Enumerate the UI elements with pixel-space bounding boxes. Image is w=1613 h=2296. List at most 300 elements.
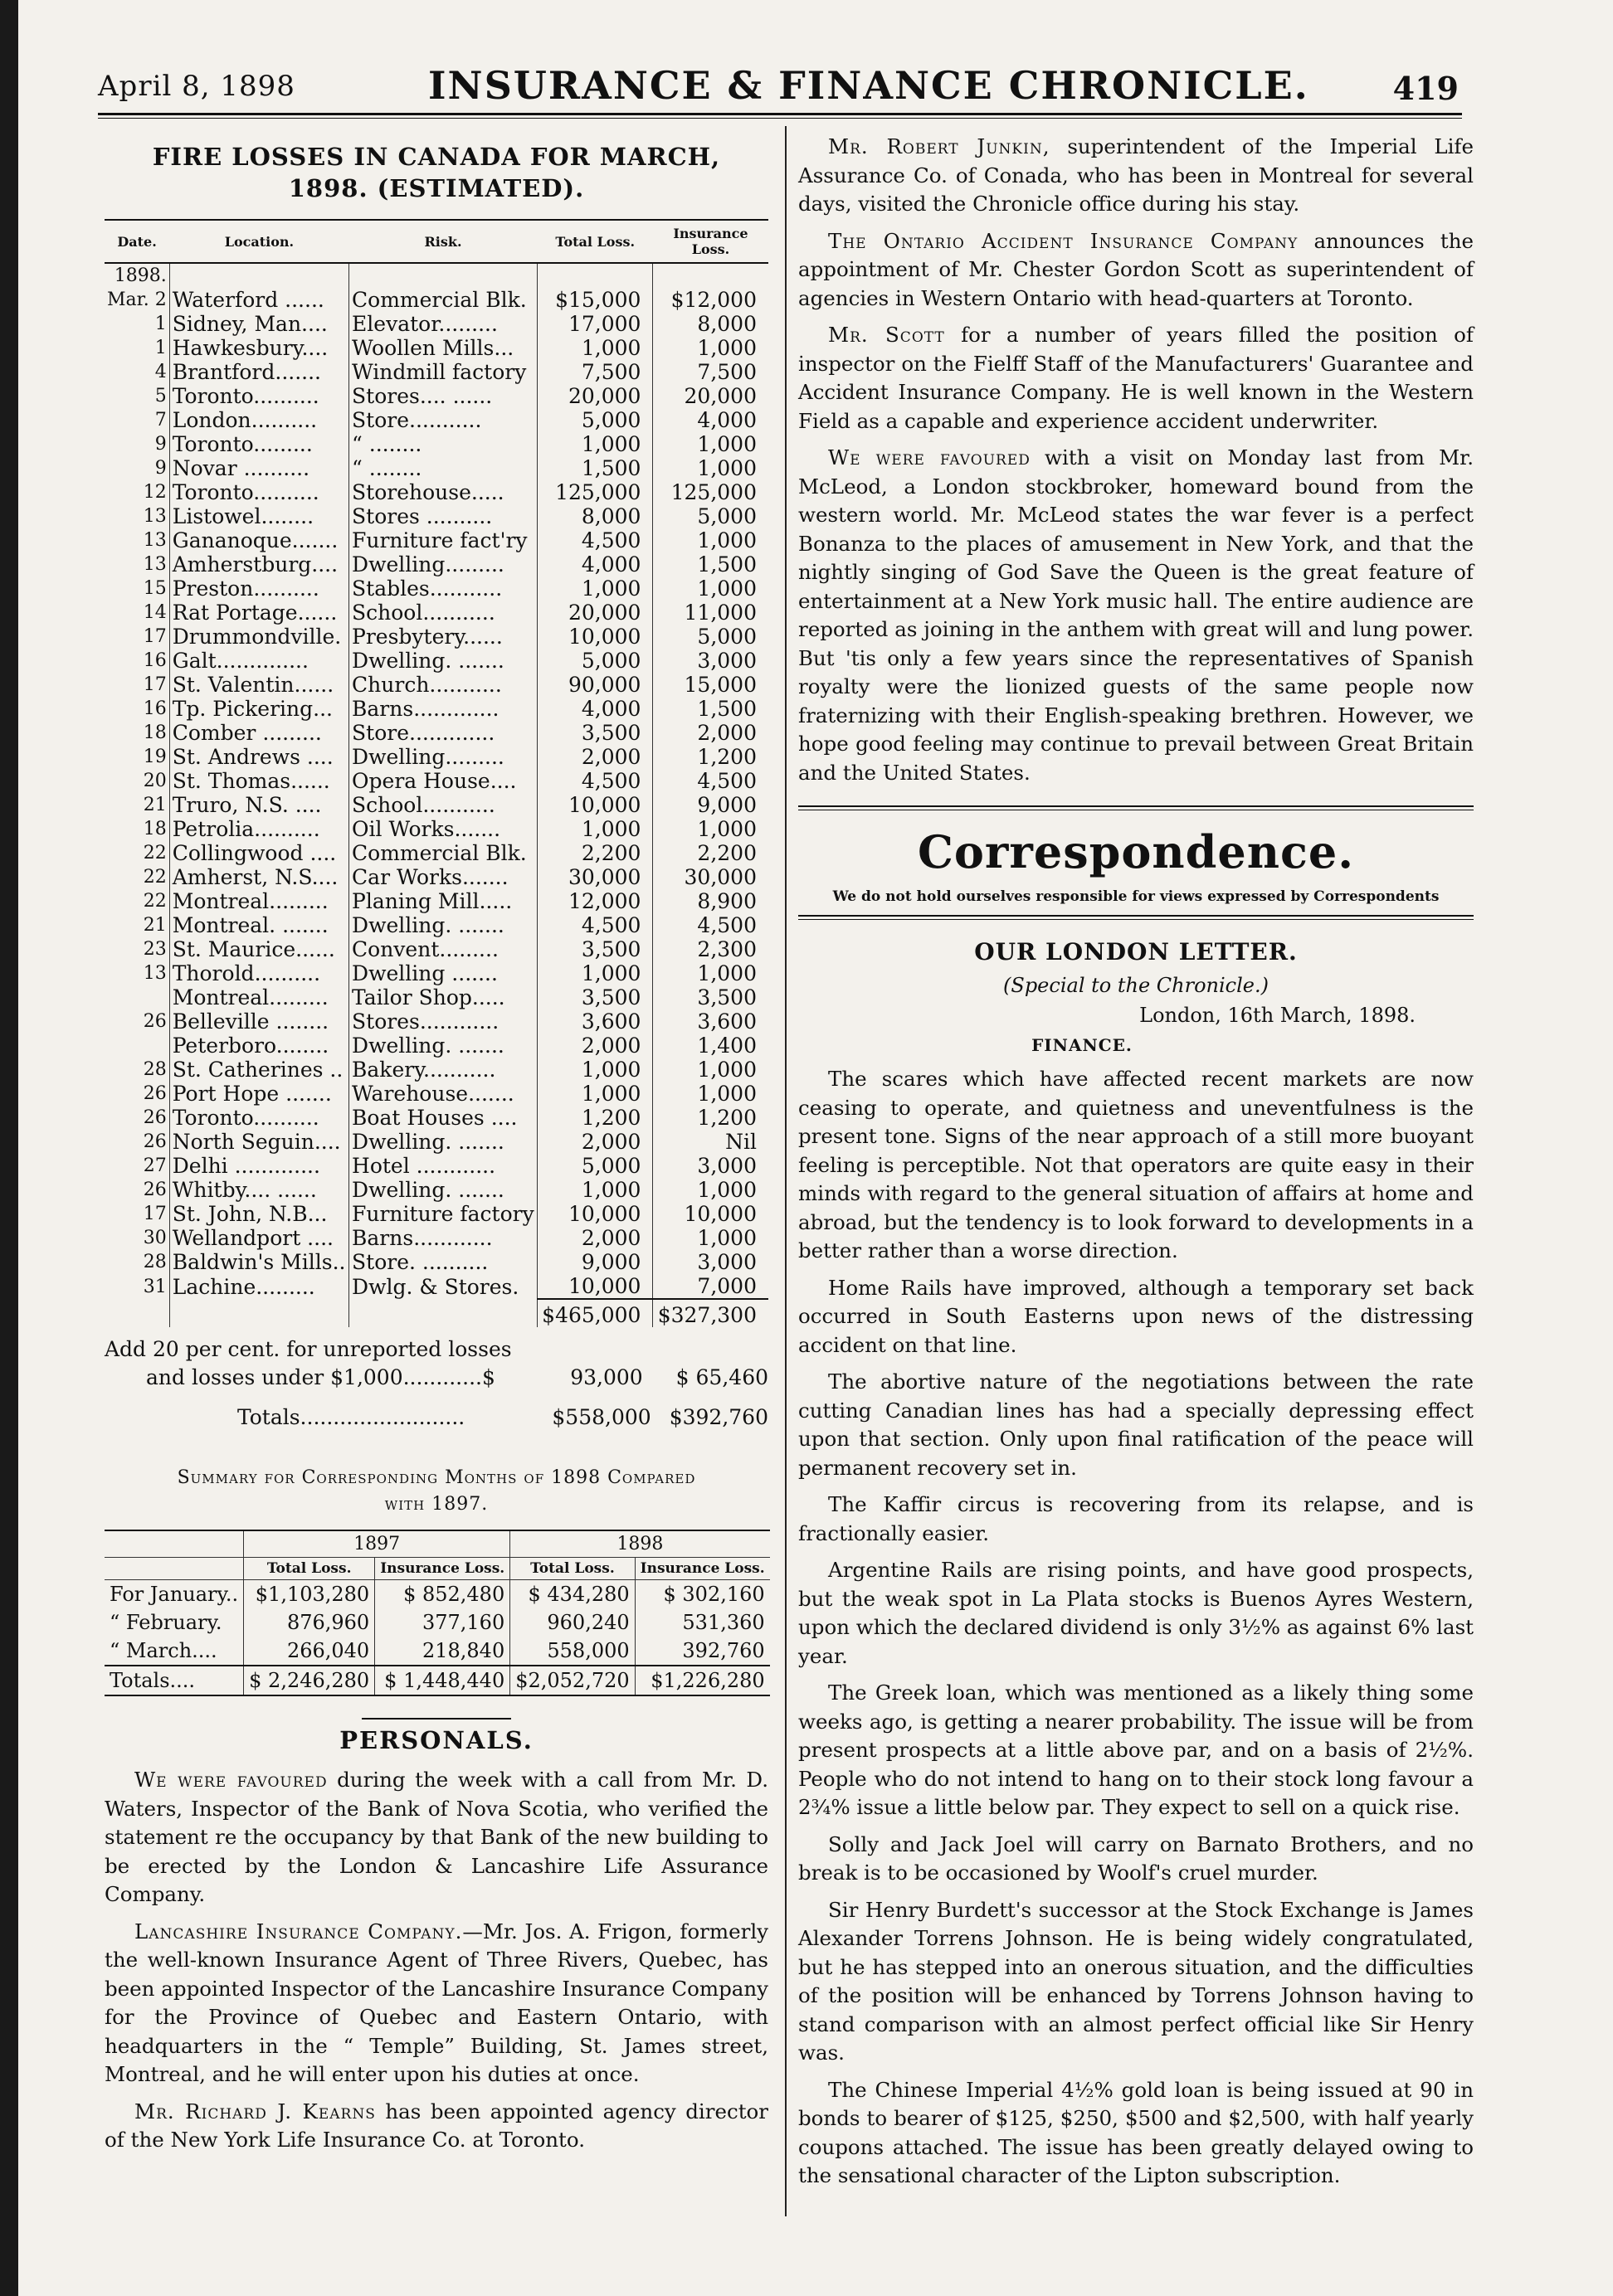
loss-total: 10,000 bbox=[537, 793, 653, 817]
loss-date: Mar. 2 bbox=[107, 289, 167, 310]
loss-date: 30 bbox=[143, 1228, 167, 1248]
loss-total: 1,000 bbox=[537, 336, 653, 360]
paragraph-text: superintendent of the Imperial Life Assurance Co. of Conada, who has been in Montreal for several days, visited the Chronicle office during his stay. bbox=[798, 134, 1474, 216]
loss-total: 1,000 bbox=[537, 1082, 653, 1106]
summary-ins-1898: $1,226,280 bbox=[635, 1666, 770, 1695]
loss-date: 1 bbox=[154, 338, 167, 358]
loss-total: 2,000 bbox=[537, 1130, 653, 1154]
col-risk: Risk. bbox=[349, 220, 538, 263]
loss-date: 26 bbox=[143, 1107, 167, 1128]
page-number: 419 bbox=[1392, 70, 1459, 107]
loss-risk: Windmill factory bbox=[349, 360, 538, 384]
loss-location: St. Maurice...... bbox=[169, 937, 348, 961]
lead-in: Mr. Robert Junkin, bbox=[828, 134, 1050, 158]
summary-label: “ March.... bbox=[110, 1639, 217, 1662]
loss-location: Toronto.......... bbox=[169, 480, 348, 504]
col-date: Date. bbox=[105, 220, 169, 263]
loss-location: Truro, N.S. .... bbox=[169, 793, 348, 817]
correspondence-title: Correspondence. bbox=[917, 825, 1355, 878]
loss-row bbox=[105, 841, 768, 865]
loss-total: 17,000 bbox=[537, 312, 653, 336]
loss-insurance: 4,500 bbox=[653, 913, 768, 937]
loss-date: 21 bbox=[143, 795, 167, 815]
loss-insurance: 1,000 bbox=[653, 1058, 768, 1082]
loss-location: Galt.............. bbox=[169, 649, 348, 673]
loss-date: 1 bbox=[154, 314, 167, 334]
loss-row bbox=[105, 1034, 768, 1058]
loss-total: 125,000 bbox=[537, 480, 653, 504]
loss-location: Preston.......... bbox=[169, 576, 348, 601]
correspondence-note: We do not hold ourselves responsible for views expressed by Correspondents bbox=[832, 888, 1440, 905]
loss-total: 1,000 bbox=[537, 1058, 653, 1082]
loss-row bbox=[105, 937, 768, 961]
summary-ins-1897: 377,160 bbox=[375, 1608, 510, 1637]
loss-total: 90,000 bbox=[537, 673, 653, 697]
paragraph-text: has been appointed agency director of the New York Life Insurance Co. at Toronto. bbox=[105, 2099, 769, 2152]
loss-row bbox=[105, 1250, 768, 1274]
loss-insurance: 10,000 bbox=[653, 1202, 768, 1226]
loss-row bbox=[105, 1082, 768, 1106]
personal-paragraph bbox=[105, 2098, 768, 2155]
loss-location: Lachine......... bbox=[169, 1274, 348, 1299]
loss-date: 13 bbox=[143, 963, 167, 984]
loss-location: Brantford....... bbox=[169, 360, 348, 384]
loss-row bbox=[105, 1274, 768, 1299]
loss-total: 12,000 bbox=[537, 889, 653, 913]
loss-total: 7,500 bbox=[537, 360, 653, 384]
loss-row bbox=[105, 312, 768, 336]
col-location: Location. bbox=[169, 220, 348, 263]
loss-risk: Commercial Blk. bbox=[349, 288, 538, 312]
loss-insurance: 7,500 bbox=[653, 360, 768, 384]
loss-row bbox=[105, 1226, 768, 1250]
loss-total: 1,500 bbox=[537, 456, 653, 480]
fire-losses-title-line1: FIRE LOSSES IN CANADA FOR MARCH, bbox=[152, 143, 721, 171]
loss-location: Amherst, N.S.... bbox=[169, 865, 348, 889]
sum-col-total-1897: Total Loss. bbox=[244, 1558, 375, 1580]
loss-location: Baldwin's Mills.. bbox=[169, 1250, 348, 1274]
loss-row bbox=[105, 985, 768, 1009]
loss-location: St. Andrews .... bbox=[169, 745, 348, 769]
fire-losses-title-line2: 1898. (ESTIMATED). bbox=[288, 174, 585, 202]
loss-date: 28 bbox=[143, 1252, 167, 1272]
loss-location: Sidney, Man.... bbox=[169, 312, 348, 336]
loss-insurance: 15,000 bbox=[653, 673, 768, 697]
sum-insurance-loss: $327,300 bbox=[653, 1299, 768, 1327]
loss-date bbox=[105, 985, 169, 1009]
loss-risk: Stores.... ...... bbox=[349, 384, 538, 408]
right-column bbox=[798, 133, 1474, 2199]
loss-location: Toronto.......... bbox=[169, 1106, 348, 1130]
loss-location: Gananoque....... bbox=[169, 528, 348, 552]
loss-row bbox=[105, 817, 768, 841]
loss-insurance: 4,000 bbox=[653, 408, 768, 432]
loss-row bbox=[105, 769, 768, 793]
sum-col-ins-1898: Insurance Loss. bbox=[635, 1558, 770, 1580]
loss-risk: Dwelling......... bbox=[349, 745, 538, 769]
loss-date: 27 bbox=[143, 1155, 167, 1176]
loss-date: 17 bbox=[143, 626, 167, 647]
loss-risk: Tailor Shop..... bbox=[349, 985, 538, 1009]
loss-row bbox=[105, 793, 768, 817]
summary-ins-1897: $ 852,480 bbox=[375, 1580, 510, 1609]
loss-row bbox=[105, 1106, 768, 1130]
letter-title: OUR LONDON LETTER. bbox=[974, 938, 1298, 966]
add-line2: and losses under $1,000............$ bbox=[146, 1365, 495, 1389]
year-row bbox=[105, 263, 768, 288]
loss-date: 31 bbox=[143, 1276, 167, 1297]
loss-date: 26 bbox=[143, 1131, 167, 1152]
loss-row bbox=[105, 432, 768, 456]
loss-total: 2,000 bbox=[537, 1226, 653, 1250]
loss-total: 4,500 bbox=[537, 913, 653, 937]
loss-date: 7 bbox=[154, 410, 167, 430]
summary-total-1897: 266,040 bbox=[244, 1637, 375, 1666]
summary-title bbox=[105, 1465, 768, 1518]
loss-date: 26 bbox=[143, 1083, 167, 1104]
loss-row bbox=[105, 601, 768, 625]
loss-date: 26 bbox=[143, 1180, 167, 1200]
loss-date: 18 bbox=[143, 722, 167, 743]
loss-date: 13 bbox=[143, 506, 167, 527]
loss-total: 30,000 bbox=[537, 865, 653, 889]
year-1898: 1898 bbox=[510, 1530, 770, 1558]
loss-location: Petrolia.......... bbox=[169, 817, 348, 841]
loss-insurance: 1,000 bbox=[653, 336, 768, 360]
loss-date: 19 bbox=[143, 747, 167, 767]
loss-insurance: $12,000 bbox=[653, 288, 768, 312]
loss-row bbox=[105, 336, 768, 360]
loss-risk: “ ........ bbox=[349, 456, 538, 480]
loss-total: 10,000 bbox=[537, 1274, 653, 1299]
loss-total: 4,000 bbox=[537, 552, 653, 576]
loss-row bbox=[105, 1178, 768, 1202]
lead-in: We were favoured bbox=[828, 445, 1031, 469]
col-total-loss: Total Loss. bbox=[537, 220, 653, 263]
loss-date: 9 bbox=[154, 434, 167, 455]
summary-total-1898: $ 434,280 bbox=[510, 1580, 635, 1609]
loss-risk: Stores .......... bbox=[349, 504, 538, 528]
loss-risk: Woollen Mills... bbox=[349, 336, 538, 360]
letter-paragraph: The Kaffir circus is recovering from its relapse, and is fractionally easier. bbox=[798, 1492, 1474, 1545]
fire-losses-header-row bbox=[105, 220, 768, 263]
loss-insurance: 1,000 bbox=[653, 817, 768, 841]
loss-insurance: 3,000 bbox=[653, 649, 768, 673]
loss-risk: Oil Works....... bbox=[349, 817, 538, 841]
loss-insurance: 5,000 bbox=[653, 625, 768, 649]
paragraph-text: —Mr. Jos. A. Frigon, formerly the well-known Insurance Agent of Three Rivers, Quebec, has been appointed Inspector of the Lancashire Insurance Company for the Province of Quebec and Eastern Ontario, with headquarters in the “ Temple” Building, St. James street, Montreal, and he will enter upon his duties at once. bbox=[105, 1919, 769, 2086]
loss-total: 3,600 bbox=[537, 1009, 653, 1034]
loss-date: 22 bbox=[143, 843, 167, 863]
paragraph-text: with a visit on Monday last from Mr. McLeod, a London stockbroker, homeward bound from the western world. Mr. McLeod states the war fever is a perfect Bonanza to the places of amusement in New York, and that the nightly singing of God Save the Queen is the great feature of entertainment at a New York music hall. The entire audience are reported as joining in the anthem with great will and lung power. But 'tis only a few years since the representatives of Spanish royalty were the lionized guests of the same people now fraternizing with their English-speaking brethren. However, we hope good feeling may continue to prevail between Great Britain and the United States. bbox=[798, 445, 1474, 785]
letter-paragraph: The Chinese Imperial 4½% gold loan is being issued at 90 in bonds to bearer of $125, $250, $500 and $2,500, with half yearly coupons attached. The issue has been greatly delayed owing to the sensational character of the Lipton subscription. bbox=[798, 2077, 1474, 2187]
grand-total-loss: $558,000 bbox=[552, 1405, 651, 1429]
loss-row bbox=[105, 649, 768, 673]
summary-body bbox=[105, 1580, 770, 1666]
loss-total: 1,000 bbox=[537, 817, 653, 841]
loss-total: 20,000 bbox=[537, 384, 653, 408]
loss-insurance: 125,000 bbox=[653, 480, 768, 504]
section-double-rule bbox=[798, 805, 1474, 810]
loss-insurance: 3,000 bbox=[653, 1154, 768, 1178]
loss-risk: “ ........ bbox=[349, 432, 538, 456]
loss-row bbox=[105, 673, 768, 697]
loss-insurance: 8,000 bbox=[653, 312, 768, 336]
sum-total-loss: $465,000 bbox=[537, 1299, 653, 1327]
lead-in: We were favoured bbox=[134, 1768, 328, 1792]
loss-insurance: 3,000 bbox=[653, 1250, 768, 1274]
paragraph-text: for a number of years filled the position of inspector on the Fielff Staff of the Manufacturers' Guarantee and Accident Insurance Company. He is well known in the Western Field as a capable and experience accident underwriter. bbox=[798, 323, 1474, 433]
loss-row bbox=[105, 360, 768, 384]
loss-date: 21 bbox=[143, 915, 167, 936]
loss-insurance: 3,500 bbox=[653, 985, 768, 1009]
lead-in: Mr. Richard J. Kearns bbox=[134, 2099, 376, 2123]
summary-title-line1: Summary for Corresponding Months of 1898 Compared bbox=[177, 1467, 696, 1488]
letter-date: London, 16th March, 1898. bbox=[1139, 1004, 1416, 1027]
loss-risk: School........... bbox=[349, 601, 538, 625]
loss-row bbox=[105, 1154, 768, 1178]
summary-ins-1898: 531,360 bbox=[635, 1608, 770, 1637]
loss-total: 1,000 bbox=[537, 1178, 653, 1202]
loss-insurance: 1,500 bbox=[653, 552, 768, 576]
loss-date: 12 bbox=[143, 482, 167, 503]
loss-location: Waterford ...... bbox=[169, 288, 348, 312]
loss-total: 2,000 bbox=[537, 1034, 653, 1058]
loss-total: 9,000 bbox=[537, 1250, 653, 1274]
loss-risk: Dwelling. ....... bbox=[349, 1178, 538, 1202]
letter-section: FINANCE. bbox=[1031, 1035, 1133, 1055]
loss-location: Comber ......... bbox=[169, 721, 348, 745]
loss-insurance: 1,400 bbox=[653, 1034, 768, 1058]
loss-date: 20 bbox=[143, 771, 167, 791]
loss-row bbox=[105, 528, 768, 552]
loss-date: 22 bbox=[143, 867, 167, 888]
loss-risk: Commercial Blk. bbox=[349, 841, 538, 865]
loss-risk: Warehouse....... bbox=[349, 1082, 538, 1106]
loss-date: 26 bbox=[143, 1011, 167, 1032]
loss-insurance: 1,000 bbox=[653, 576, 768, 601]
grand-insurance-loss: $392,760 bbox=[669, 1405, 768, 1429]
loss-total: 10,000 bbox=[537, 625, 653, 649]
loss-location: London.......... bbox=[169, 408, 348, 432]
loss-insurance: 7,000 bbox=[653, 1274, 768, 1299]
loss-location: Drummondville. bbox=[169, 625, 348, 649]
loss-row bbox=[105, 408, 768, 432]
loss-risk: Opera House.... bbox=[349, 769, 538, 793]
add-line1: Add 20 per cent. for unreported losses bbox=[105, 1337, 512, 1361]
loss-row bbox=[105, 913, 768, 937]
loss-location: St. Thomas...... bbox=[169, 769, 348, 793]
summary-title-line2: with 1897. bbox=[384, 1494, 489, 1515]
summary-total-1898: $2,052,720 bbox=[510, 1666, 635, 1695]
grand-totals-row bbox=[105, 1403, 768, 1432]
loss-row bbox=[105, 288, 768, 312]
loss-location: Belleville ........ bbox=[169, 1009, 348, 1034]
summary-ins-1898: 392,760 bbox=[635, 1637, 770, 1666]
loss-insurance: 2,000 bbox=[653, 721, 768, 745]
header-rule bbox=[98, 113, 1462, 115]
loss-row bbox=[105, 552, 768, 576]
loss-total: 5,000 bbox=[537, 1154, 653, 1178]
loss-total: 1,000 bbox=[537, 432, 653, 456]
loss-risk: Dwlg. & Stores. bbox=[349, 1274, 538, 1299]
section-rule bbox=[362, 1718, 511, 1720]
loss-risk: Planing Mill..... bbox=[349, 889, 538, 913]
fire-losses-table bbox=[105, 219, 768, 1327]
loss-location: Toronto......... bbox=[169, 432, 348, 456]
sum-col-ins-1897: Insurance Loss. bbox=[375, 1558, 510, 1580]
item-paragraph bbox=[798, 133, 1474, 219]
loss-insurance: 1,500 bbox=[653, 697, 768, 721]
loss-location: Thorold.......... bbox=[169, 961, 348, 985]
loss-insurance: 9,000 bbox=[653, 793, 768, 817]
year-1897: 1897 bbox=[244, 1530, 510, 1558]
loss-date: 17 bbox=[143, 1204, 167, 1224]
letter-paragraph: The Greek loan, which was mentioned as a likely thing some weeks ago, is getting a nearer probability. The issue will be from present prospects at a little above par, and on a basis of 2½%. People who do not intend to hang on to their stock long favour a 2¾% issue a little below par. They expect to sell on a quick rise. bbox=[798, 1681, 1474, 1819]
loss-insurance: 20,000 bbox=[653, 384, 768, 408]
summary-total-1898: 558,000 bbox=[510, 1637, 635, 1666]
add-line2-row bbox=[105, 1364, 768, 1392]
letter-paragraph: The scares which have affected recent markets are now ceasing to operate, and quietness and uneventfulness is the present tone. Signs of the near approach of a still more buoyant feeling is perceptible. Not that operators are quite easy in their minds with regard to the general situation of affairs at home and abroad, but the tendency is to look forward to developments in a better rather than a worse direction. bbox=[798, 1067, 1474, 1262]
loss-insurance: 30,000 bbox=[653, 865, 768, 889]
section-double-rule bbox=[798, 915, 1474, 920]
loss-risk: Church........... bbox=[349, 673, 538, 697]
personals-title: PERSONALS. bbox=[339, 1726, 534, 1754]
adjustment-lines bbox=[105, 1335, 768, 1432]
loss-risk: Stores............ bbox=[349, 1009, 538, 1034]
loss-date: 9 bbox=[154, 458, 167, 479]
loss-location: Port Hope ....... bbox=[169, 1082, 348, 1106]
loss-row bbox=[105, 504, 768, 528]
col-insurance-loss: Insurance Loss. bbox=[653, 220, 768, 263]
loss-total: 1,000 bbox=[537, 961, 653, 985]
loss-location: Hawkesbury.... bbox=[169, 336, 348, 360]
loss-location: Delhi ............. bbox=[169, 1154, 348, 1178]
loss-total: 20,000 bbox=[537, 601, 653, 625]
loss-total: 4,000 bbox=[537, 697, 653, 721]
loss-location: Listowel........ bbox=[169, 504, 348, 528]
loss-total: 2,200 bbox=[537, 841, 653, 865]
loss-date bbox=[105, 1034, 169, 1058]
loss-risk: Dwelling. ....... bbox=[349, 1130, 538, 1154]
loss-location: Montreal......... bbox=[169, 985, 348, 1009]
loss-insurance: 8,900 bbox=[653, 889, 768, 913]
loss-insurance: 1,000 bbox=[653, 456, 768, 480]
column-rule bbox=[785, 126, 787, 2216]
loss-risk: Elevator......... bbox=[349, 312, 538, 336]
year-label: 1898. bbox=[114, 265, 167, 286]
running-head bbox=[98, 63, 1459, 113]
loss-location: Toronto.......... bbox=[169, 384, 348, 408]
loss-row bbox=[105, 961, 768, 985]
loss-risk: Convent......... bbox=[349, 937, 538, 961]
lead-in: Lancashire Insurance Company. bbox=[134, 1919, 463, 1943]
add-insurance-loss: $ 65,460 bbox=[675, 1365, 768, 1389]
lead-in: The Ontario Accident Insurance Company bbox=[828, 228, 1299, 253]
loss-date: 16 bbox=[143, 698, 167, 719]
loss-date: 16 bbox=[143, 650, 167, 671]
loss-risk: School........... bbox=[349, 793, 538, 817]
loss-location: Wellandport .... bbox=[169, 1226, 348, 1250]
loss-location: St. Valentin...... bbox=[169, 673, 348, 697]
loss-location: Montreal......... bbox=[169, 889, 348, 913]
loss-total: 5,000 bbox=[537, 408, 653, 432]
loss-risk: Boat Houses .... bbox=[349, 1106, 538, 1130]
loss-total: $15,000 bbox=[537, 288, 653, 312]
summary-row bbox=[105, 1608, 770, 1637]
issue-date: April 8, 1898 bbox=[98, 70, 295, 103]
summary-totals-label: Totals.... bbox=[105, 1666, 244, 1695]
loss-insurance: 1,000 bbox=[653, 1178, 768, 1202]
loss-row bbox=[105, 625, 768, 649]
loss-row bbox=[105, 697, 768, 721]
loss-risk: Bakery........... bbox=[349, 1058, 538, 1082]
loss-risk: Dwelling. ....... bbox=[349, 1034, 538, 1058]
loss-total: 1,200 bbox=[537, 1106, 653, 1130]
loss-date: 23 bbox=[143, 939, 167, 960]
add-total-loss: 93,000 bbox=[570, 1365, 643, 1389]
publication-title: INSURANCE & FINANCE CHRONICLE. bbox=[428, 63, 1309, 108]
loss-date: 18 bbox=[143, 819, 167, 839]
summary-cols-row bbox=[105, 1558, 770, 1580]
loss-date: 17 bbox=[143, 674, 167, 695]
totals-label: Totals......................... bbox=[237, 1405, 465, 1429]
loss-row bbox=[105, 889, 768, 913]
loss-risk: Storehouse..... bbox=[349, 480, 538, 504]
loss-risk: Car Works....... bbox=[349, 865, 538, 889]
loss-location: Amherstburg.... bbox=[169, 552, 348, 576]
letter-paragraph: Home Rails have improved, although a temporary set back occurred in South Easterns upon news of the distressing accident on that line. bbox=[798, 1275, 1474, 1357]
loss-location: Novar .......... bbox=[169, 456, 348, 480]
loss-row bbox=[105, 1009, 768, 1034]
loss-insurance: 1,200 bbox=[653, 745, 768, 769]
loss-row bbox=[105, 456, 768, 480]
loss-location: St. John, N.B... bbox=[169, 1202, 348, 1226]
loss-location: Rat Portage...... bbox=[169, 601, 348, 625]
summary-table bbox=[105, 1530, 770, 1696]
loss-total: 4,500 bbox=[537, 528, 653, 552]
loss-insurance: 5,000 bbox=[653, 504, 768, 528]
summary-row bbox=[105, 1580, 770, 1609]
loss-risk: Furniture fact'ry bbox=[349, 528, 538, 552]
loss-risk: Barns............ bbox=[349, 1226, 538, 1250]
loss-risk: Stables........... bbox=[349, 576, 538, 601]
paragraph-text: during the week with a call from Mr. D. Waters, Inspector of the Bank of Nova Scotia, who verified the statement re the occupancy by that Bank of the new building to be erected by the London & Lancashire Life Assurance Company. bbox=[105, 1768, 768, 1906]
loss-insurance: 2,300 bbox=[653, 937, 768, 961]
loss-location: Peterboro........ bbox=[169, 1034, 348, 1058]
letter-subtitle: (Special to the Chronicle.) bbox=[1003, 974, 1269, 997]
summary-total-1898: 960,240 bbox=[510, 1608, 635, 1637]
loss-risk: Barns............. bbox=[349, 697, 538, 721]
loss-date: 13 bbox=[143, 554, 167, 575]
loss-total: 10,000 bbox=[537, 1202, 653, 1226]
summary-total-1897: $1,103,280 bbox=[244, 1580, 375, 1609]
summary-row bbox=[105, 1637, 770, 1666]
loss-insurance: 1,000 bbox=[653, 1226, 768, 1250]
loss-total: 2,000 bbox=[537, 745, 653, 769]
loss-risk: Hotel ............ bbox=[349, 1154, 538, 1178]
summary-ins-1897: 218,840 bbox=[375, 1637, 510, 1666]
paragraph-text: announces the appointment of Mr. Chester Gordon Scott as superintendent of agencies in Western Ontario with head-quarters at Toronto. bbox=[798, 228, 1474, 310]
loss-date: 15 bbox=[143, 578, 167, 599]
letter-paragraph: The abortive nature of the negotiations between the rate cutting Canadian lines has had a specially depressing effect upon that section. Only upon final ratification of the peace will permanent recovery set in. bbox=[798, 1369, 1474, 1480]
fire-losses-body bbox=[105, 263, 768, 1299]
loss-insurance: 1,000 bbox=[653, 432, 768, 456]
summary-total-1897: $ 2,246,280 bbox=[244, 1666, 375, 1695]
loss-insurance: 1,000 bbox=[653, 961, 768, 985]
summary-ins-1898: $ 302,160 bbox=[635, 1580, 770, 1609]
loss-insurance: 2,200 bbox=[653, 841, 768, 865]
